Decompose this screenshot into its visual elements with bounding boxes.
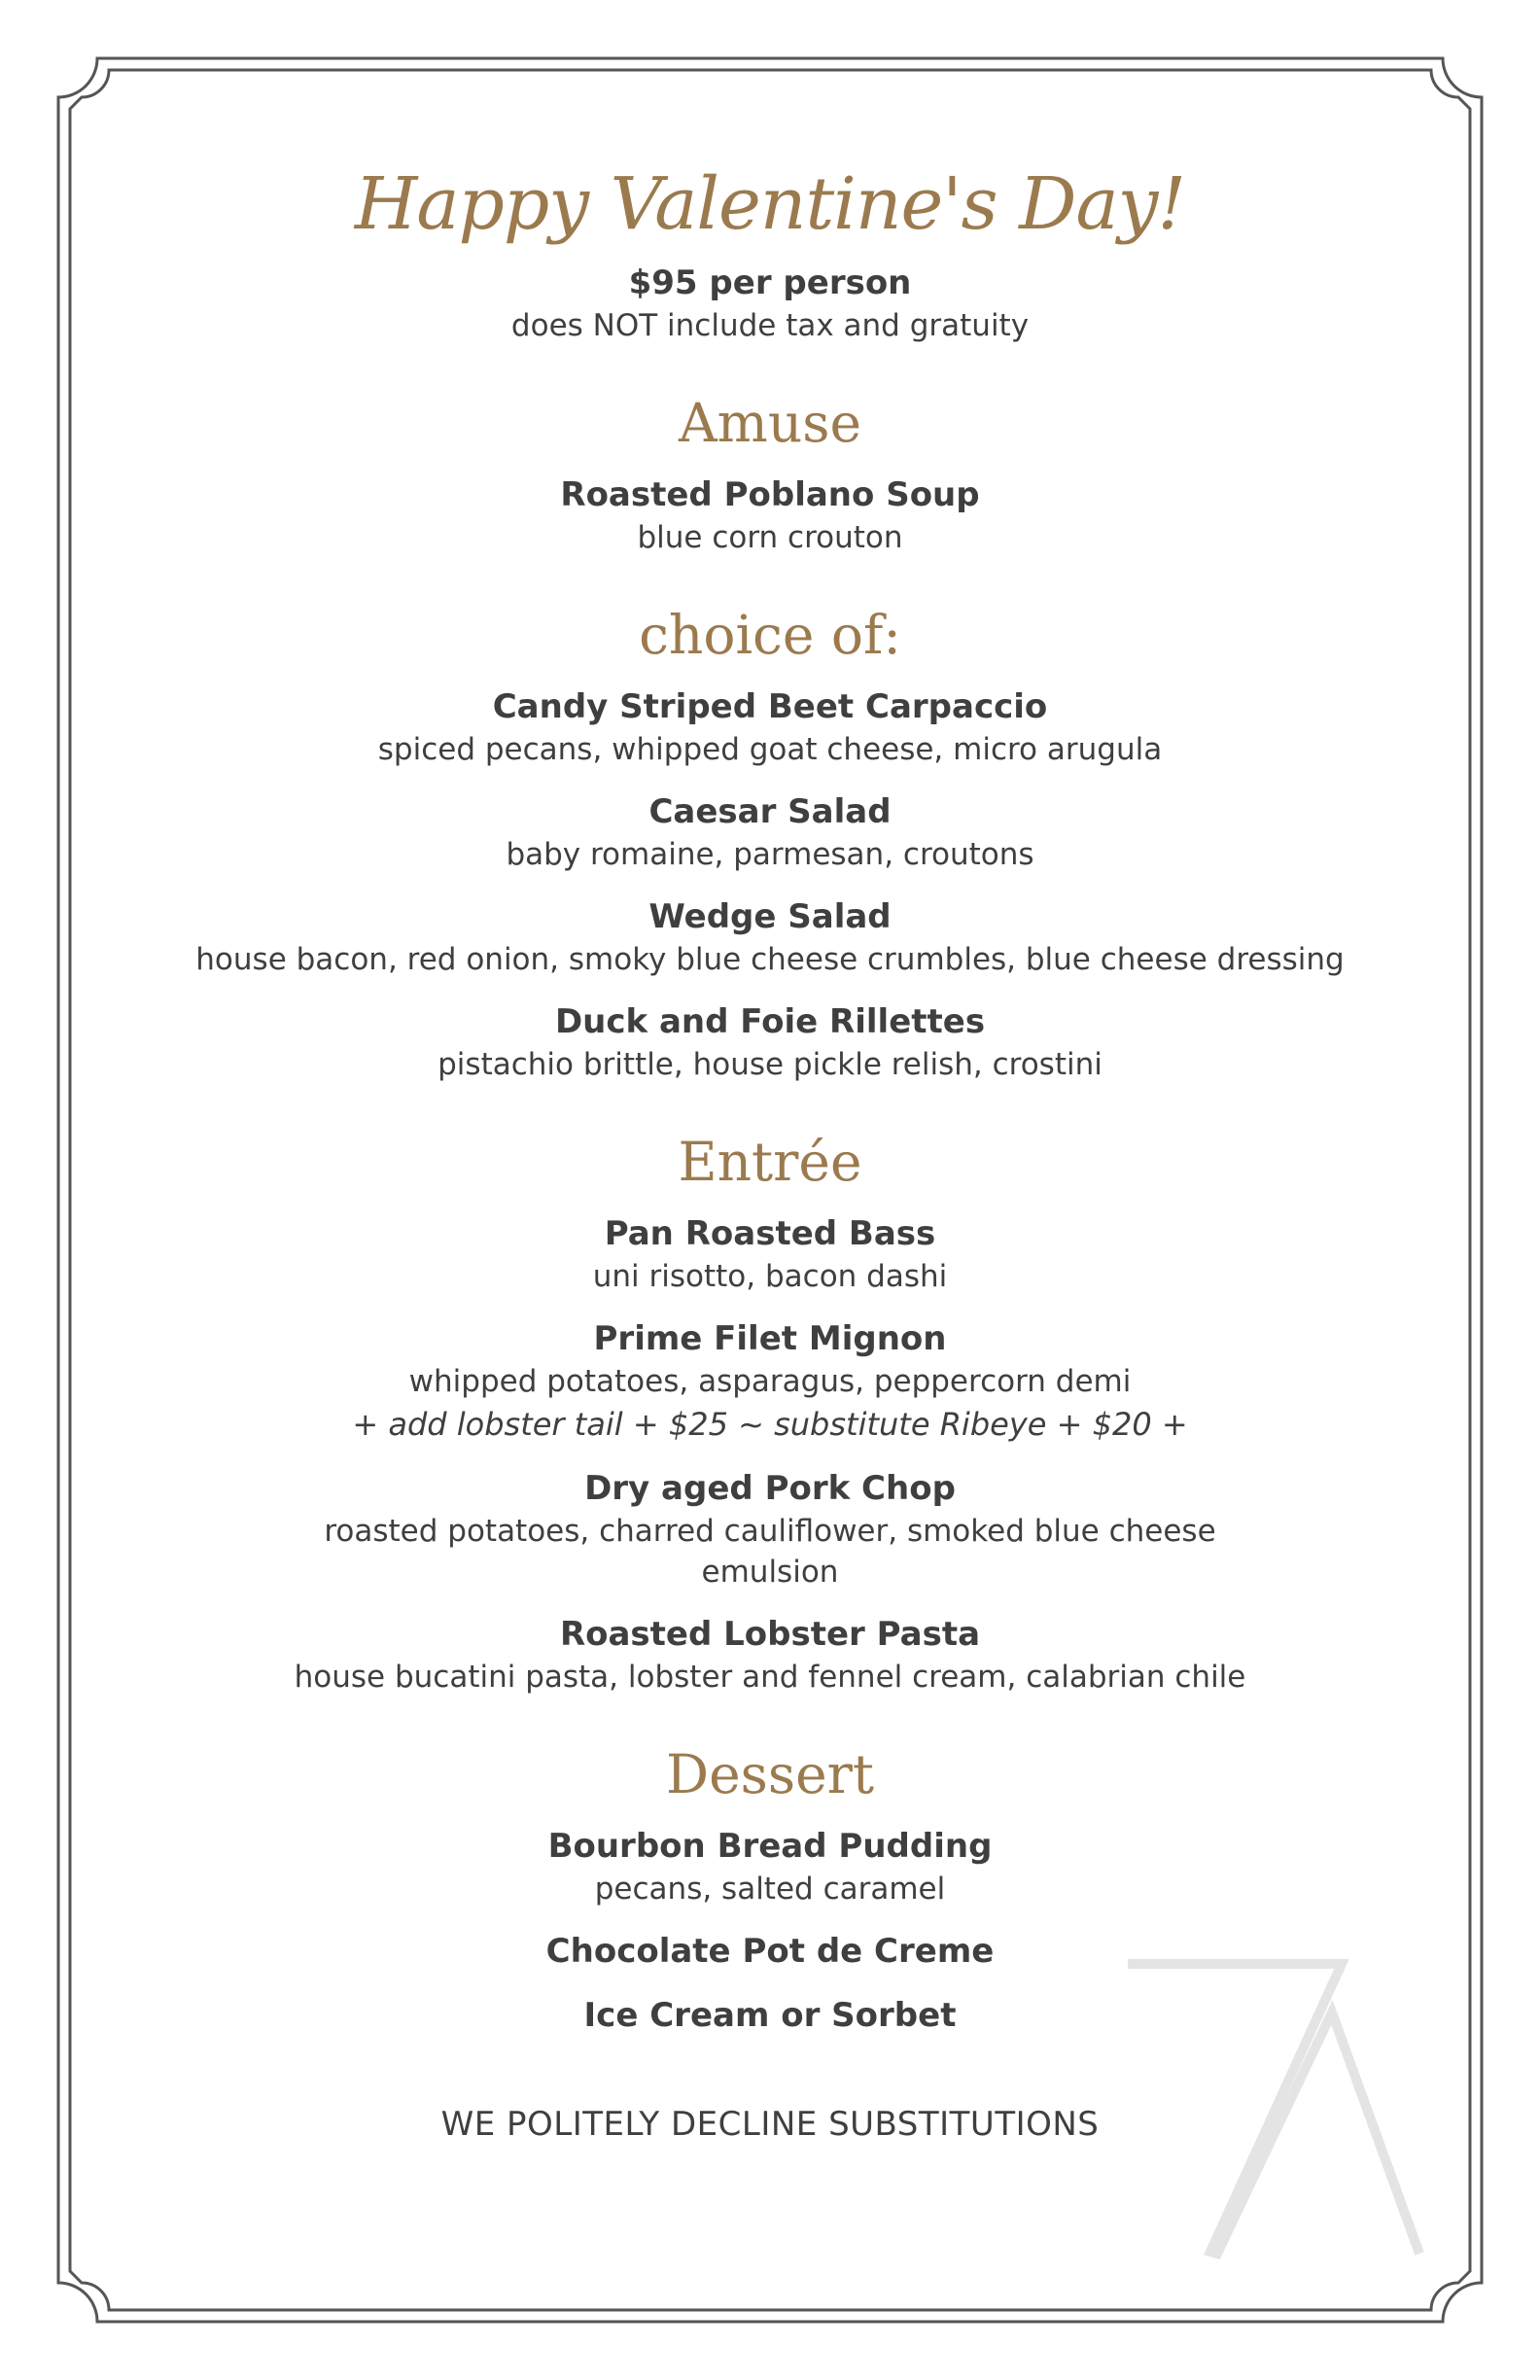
menu-item-description: whipped potatoes, asparagus, peppercorn demi bbox=[408, 1364, 1132, 1399]
menu-item-name: Bourbon Bread Pudding bbox=[547, 1827, 993, 1866]
menu-item-name: Roasted Lobster Pasta bbox=[559, 1615, 981, 1654]
menu-item-description: pecans, salted caramel bbox=[594, 1872, 946, 1907]
menu-item-name: Wedge Salad bbox=[648, 897, 892, 936]
menu-item bbox=[156, 1929, 1384, 1974]
menu-item-description-continued: emulsion bbox=[701, 1555, 839, 1590]
section-heading: choice of: bbox=[639, 604, 901, 666]
menu-item bbox=[156, 1824, 1384, 1909]
menu-item bbox=[156, 472, 1384, 558]
menu-item-name: Duck and Foie Rillettes bbox=[554, 1002, 986, 1041]
menu-item-name: Candy Striped Beet Carpaccio bbox=[492, 687, 1048, 726]
menu-item bbox=[156, 684, 1384, 770]
menu-item-description: blue corn crouton bbox=[637, 520, 903, 555]
menu-item-description: uni risotto, bacon dashi bbox=[592, 1259, 948, 1294]
menu-content bbox=[156, 146, 1384, 2147]
section-heading: Dessert bbox=[665, 1743, 875, 1805]
menu-item-name: Caesar Salad bbox=[648, 792, 892, 831]
menu-item-name: Pan Roasted Bass bbox=[604, 1214, 936, 1253]
menu-item-upgrade-note: + add lobster tail + $25 ~ substitute Ribeye + $20 + bbox=[352, 1406, 1188, 1443]
menu-item-description: roasted potatoes, charred cauliflower, smoked blue cheese bbox=[324, 1514, 1216, 1549]
menu-item bbox=[156, 789, 1384, 875]
section-choice-of bbox=[156, 601, 1384, 1085]
menu-item bbox=[156, 1612, 1384, 1698]
menu-item bbox=[156, 1211, 1384, 1297]
section-dessert bbox=[156, 1740, 1384, 2038]
menu-item bbox=[156, 1316, 1384, 1447]
menu-item-description: baby romaine, parmesan, croutons bbox=[506, 837, 1034, 872]
menu-item-name: Roasted Poblano Soup bbox=[560, 475, 980, 514]
menu-item bbox=[156, 999, 1384, 1085]
page-title: Happy Valentine's Day! bbox=[354, 162, 1186, 246]
menu-item-description: house bacon, red onion, smoky blue cheese crumbles, blue cheese dressing bbox=[195, 942, 1345, 977]
menu-item bbox=[156, 894, 1384, 980]
menu-item-name: Chocolate Pot de Creme bbox=[545, 1932, 995, 1971]
section-entree bbox=[156, 1128, 1384, 1698]
menu-item-name: Ice Cream or Sorbet bbox=[583, 1996, 957, 2035]
menu-item-name: Prime Filet Mignon bbox=[593, 1319, 947, 1358]
menu-item-description: house bucatini pasta, lobster and fennel cream, calabrian chile bbox=[294, 1660, 1246, 1695]
menu-item-description: pistachio brittle, house pickle relish, crostini bbox=[438, 1047, 1102, 1082]
section-heading: Entrée bbox=[678, 1131, 862, 1193]
menu-item-description: spiced pecans, whipped goat cheese, micro arugula bbox=[377, 732, 1163, 767]
section-heading: Amuse bbox=[678, 392, 862, 454]
menu-item bbox=[156, 1993, 1384, 2038]
substitution-policy-note: WE POLITELY DECLINE SUBSTITUTIONS bbox=[440, 2105, 1100, 2144]
menu-item bbox=[156, 1466, 1384, 1592]
price-per-person: $95 per person bbox=[628, 263, 912, 302]
section-amuse bbox=[156, 389, 1384, 558]
menu-item-name: Dry aged Pork Chop bbox=[584, 1469, 956, 1508]
price-note: does NOT include tax and gratuity bbox=[510, 308, 1030, 343]
